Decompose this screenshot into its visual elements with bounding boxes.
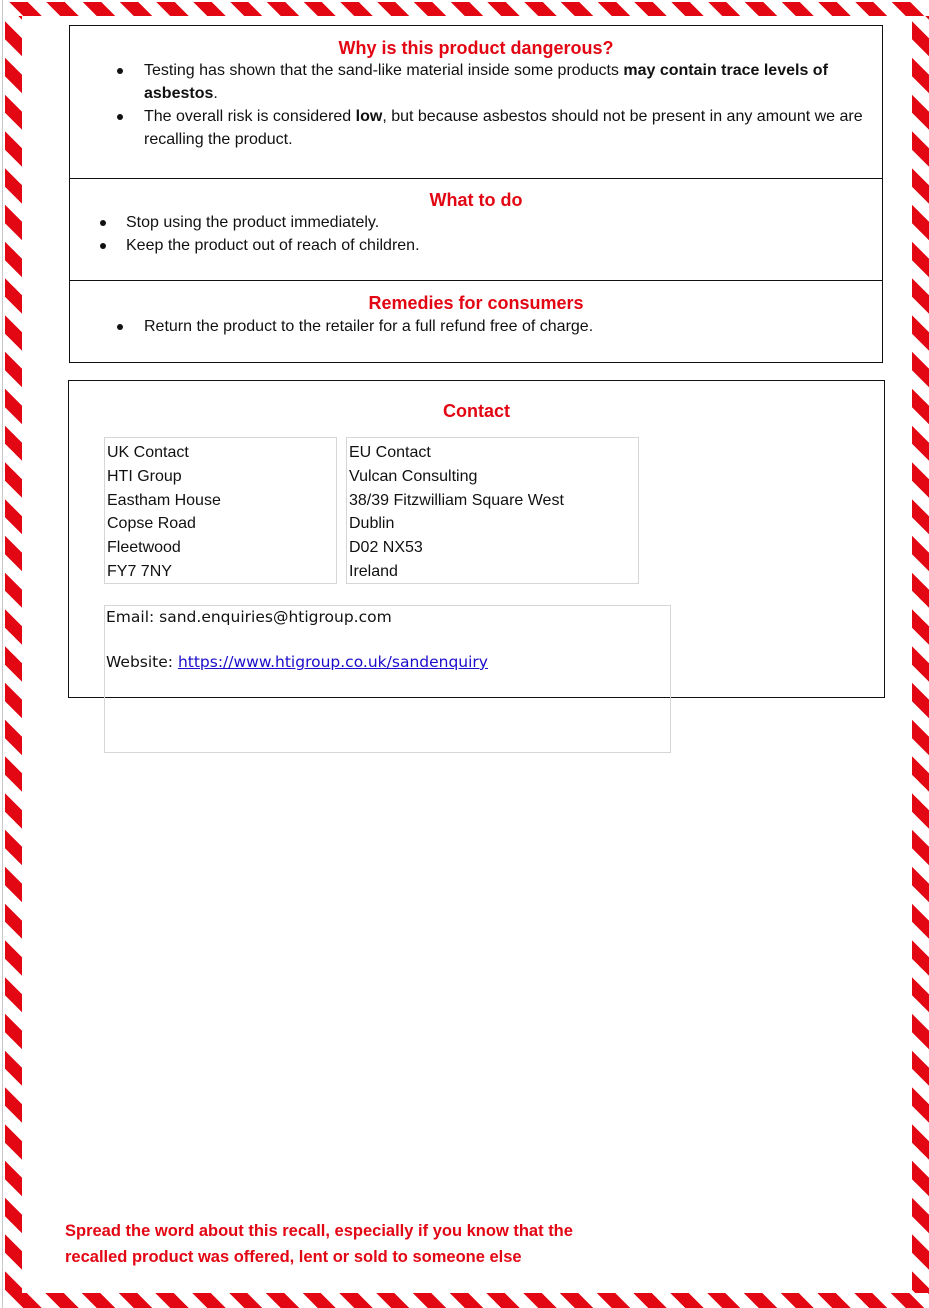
list-item: The overall risk is considered low, but because asbestos should not be present in any amount we are recalling the product. [70, 105, 882, 151]
address-line: HTI Group [107, 467, 182, 485]
bullet-list [70, 59, 882, 151]
section-why-dangerous [70, 26, 882, 179]
website-link[interactable]: https://www.htigroup.co.uk/sandenquiry [177, 653, 488, 671]
address-line: UK Contact [107, 444, 189, 461]
section-title: Why is this product dangerous? [338, 38, 614, 58]
bullet-list [70, 211, 882, 257]
page-edge-line [2, 0, 3, 1308]
address-line: Fleetwood [107, 539, 181, 557]
website-line: Website: https://www.htigroup.co.uk/sandenquiry [106, 653, 488, 671]
uk-contact-address [104, 437, 337, 584]
section-remedies [70, 281, 882, 362]
address-line: Eastham House [107, 491, 221, 509]
hazard-stripe-bottom [5, 1293, 929, 1308]
section-what-to-do [70, 179, 882, 281]
address-line: EU Contact [349, 444, 431, 461]
hazard-stripe-left [5, 2, 22, 1308]
hazard-stripe-top [5, 2, 929, 16]
email-website-box [104, 605, 671, 753]
contact-title: Contact [443, 401, 510, 421]
list-item: Keep the product out of reach of children. [70, 234, 882, 257]
eu-contact-address [346, 437, 639, 584]
hazard-stripe-right [912, 2, 929, 1308]
recall-info-table [69, 25, 883, 363]
list-item: Return the product to the retailer for a full refund free of charge. [70, 315, 882, 338]
bullet-list [70, 315, 882, 338]
address-line: Vulcan Consulting [349, 467, 478, 485]
address-line: Copse Road [107, 515, 196, 533]
section-title: What to do [429, 190, 523, 210]
address-line: 38/39 Fitzwilliam Square West [349, 491, 564, 509]
address-line: FY7 7NY [107, 562, 172, 580]
address-line: Dublin [349, 515, 395, 533]
address-line: Ireland [349, 562, 398, 580]
spread-the-word-notice: Spread the word about this recall, especially if you know that the recalled product was offered, lent or sold to someone else [65, 1222, 573, 1266]
email-line: Email: sand.enquiries@htigroup.com [106, 608, 392, 626]
email-address[interactable]: sand.enquiries@htigroup.com [159, 608, 392, 626]
list-item: Stop using the product immediately. [70, 211, 882, 234]
address-line: D02 NX53 [349, 539, 423, 557]
list-item: Testing has shown that the sand-like material inside some products may contain trace levels of asbestos. [70, 59, 882, 105]
section-title: Remedies for consumers [368, 293, 584, 313]
